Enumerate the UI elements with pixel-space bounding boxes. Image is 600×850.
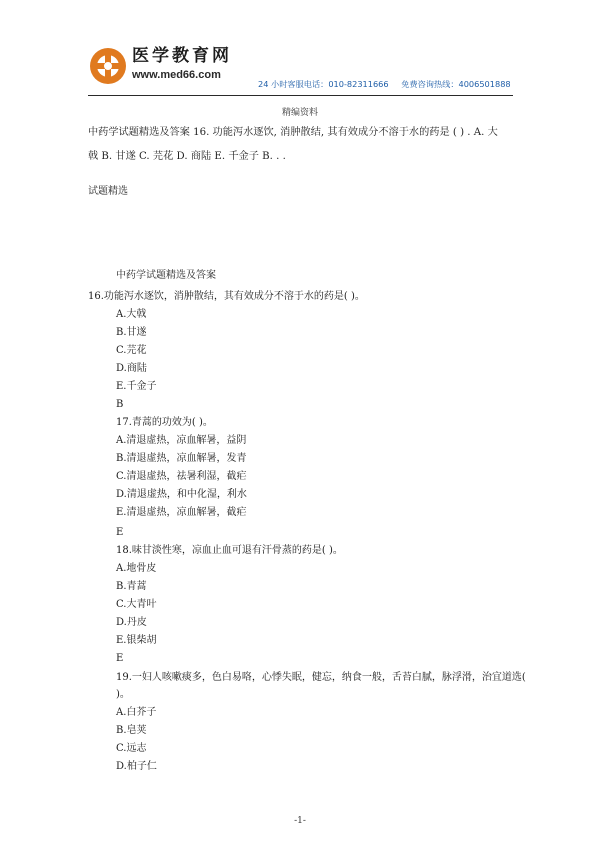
answer-key: E: [116, 527, 124, 538]
med66-logo-icon: [88, 46, 128, 86]
question-stem: 19.一妇人咳嗽痰多，色白易咯，心悸失眠，健忘，纳食一般，舌苔白腻，脉浮滑，治宜道选( )。: [116, 672, 526, 700]
answer-option: B.甘遂: [116, 327, 147, 338]
answer-option: B.青蒿: [116, 581, 147, 592]
page-number: -1-: [294, 816, 306, 826]
answer-option: D.丹皮: [116, 617, 147, 628]
header-divider: [88, 95, 513, 96]
content-title: 中药学试题精选及答案: [116, 270, 216, 281]
answer-option: C.芫花: [116, 345, 147, 356]
contact-info: [258, 78, 511, 90]
answer-option: C.清退虚热，祛暑利湿，截疟: [116, 471, 247, 482]
answer-option: E.清退虚热，凉血解暑，截疟: [116, 507, 247, 518]
document-subtitle: 精编资料: [281, 108, 318, 118]
brand-url-link[interactable]: www.med66.com: [132, 69, 221, 81]
answer-option: D.柏子仁: [116, 761, 157, 772]
answer-option: B.皂荚: [116, 725, 147, 736]
intro-line-2: 戟 B. 甘遂 C. 芫花 D. 商陆 E. 千金子 B. . .: [88, 151, 286, 162]
answer-key: E: [116, 653, 124, 664]
answer-option: A.地骨皮: [116, 563, 157, 574]
intro-paragraph: [88, 121, 513, 169]
section-label: 试题精选: [88, 186, 128, 197]
answer-option: D.清退虚热，和中化湿，利水: [116, 489, 247, 500]
consult-hotline: 免费咨询热线：4006501888: [401, 79, 511, 89]
service-phone: 24 小时客服电话：010-82311666: [258, 79, 389, 89]
answer-option: D.商陆: [116, 363, 147, 374]
question-stem: 18.味甘淡性寒，凉血止血可退有汗骨蒸的药是( )。: [116, 545, 343, 556]
answer-key: B: [116, 399, 124, 410]
answer-option: A.白芥子: [116, 707, 157, 718]
answer-option: C.远志: [116, 743, 147, 754]
answer-option: E.银柴胡: [116, 635, 157, 646]
answer-option: E.千金子: [116, 381, 157, 392]
question-stem: 17.青蒿的功效为( )。: [116, 417, 213, 428]
question-stem: 16.功能泻水逐饮，消肿散结，其有效成分不溶于水的药是( )。: [88, 291, 365, 302]
brand-name: 医学教育网: [132, 46, 232, 66]
intro-line-1: 中药学试题精选及答案 16. 功能泻水逐饮, 消肿散结, 其有效成分不溶于水的药是 ( ) . A. 大: [88, 127, 498, 138]
answer-option: C.大青叶: [116, 599, 157, 610]
answer-option: B.清退虚热，凉血解暑，发青: [116, 453, 247, 464]
answer-option: A.大戟: [116, 309, 147, 320]
answer-option: A.清退虚热，凉血解暑，益阴: [116, 435, 247, 446]
